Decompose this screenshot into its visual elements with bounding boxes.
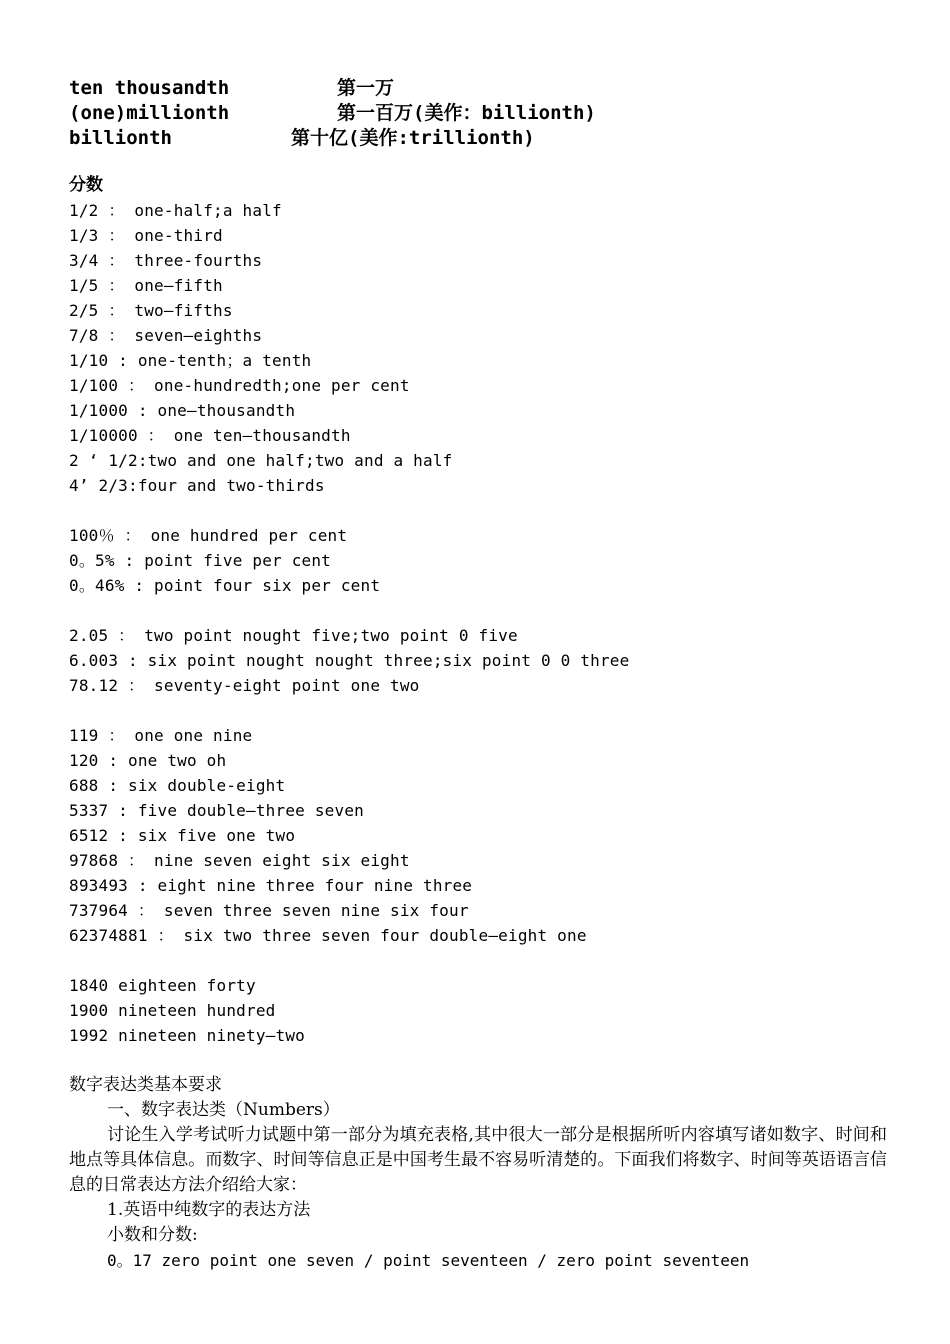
ordinal-english: (one)millionth [69, 102, 230, 124]
example-line: 1/2 ： one-half;a half [69, 201, 282, 220]
example-line: 4’ 2/3:four and two-thirds [69, 476, 325, 495]
example-line: 1/1000 : one—thousandth [69, 401, 296, 420]
group-spacer [69, 948, 899, 973]
group-spacer [69, 598, 899, 623]
example-line: 1/100 ： one-hundredth;one per cent [69, 376, 410, 395]
example-line: 6512 : six five one two [69, 826, 296, 845]
ordinal-row [69, 126, 899, 151]
ordinal-chinese: 第十亿(美作:trillionth) [291, 127, 535, 149]
example-line: 119 ： one one nine [69, 726, 253, 745]
ordinal-chinese: 第一百万(美作：billionth) [337, 102, 596, 124]
decimals-fractions-label: 小数和分数: [107, 1225, 198, 1245]
group-spacer [69, 698, 899, 723]
example-line: 737964 ： seven three seven nine six four [69, 901, 469, 920]
example-line: 62374881 ： six two three seven four double—eight one [69, 926, 587, 945]
ordinal-header-block [69, 76, 899, 151]
document-page [69, 76, 899, 1273]
example-line: 6.003 : six point nought nought three;six point 0 0 three [69, 651, 630, 670]
group-spacer [69, 498, 899, 523]
example-line: 100％ ： one hundred per cent [69, 526, 348, 545]
example-line: 1/10000 ： one ten—thousandth [69, 426, 351, 445]
requirements-heading: 数字表达类基本要求 [69, 1075, 222, 1095]
ordinal-english: billionth [69, 127, 172, 149]
example-line: 1900 nineteen hundred [69, 1001, 276, 1020]
example-line: 893493 : eight nine three four nine three [69, 876, 473, 895]
ordinal-row [69, 76, 899, 101]
group-spacer [69, 1048, 899, 1073]
example-line: 0。5% : point five per cent [69, 551, 332, 570]
example-line: 688 : six double-eight [69, 776, 286, 795]
example-line: 3/4 ： three-fourths [69, 251, 263, 270]
example-line: 97868 ： nine seven eight six eight [69, 851, 410, 870]
example-line: 1840 eighteen forty [69, 976, 256, 995]
example-line: 7/8 ： seven—eighths [69, 326, 263, 345]
example-line: 0。46% : point four six per cent [69, 576, 381, 595]
example-line: 2.05 ： two point nought five;two point 0 five [69, 626, 518, 645]
decimal-example: 0。17 zero point one seven / point seventeen / zero point seventeen [107, 1251, 750, 1270]
example-line: 5337 : five double—three seven [69, 801, 364, 820]
example-line: 2 ‘ 1/2:two and one half;two and a half [69, 451, 453, 470]
intro-paragraph: 讨论生入学考试听力试题中第一部分为填充表格,其中很大一部分是根据所听内容填写诸如数字、时间和地点等具体信息。而数字、时间等信息正是中国考生最不容易听清楚的。下面我们将数字、时间等英语语言信息的日常表达方法介绍给大家： [69, 1125, 887, 1195]
ordinal-row [69, 101, 899, 126]
example-line: 78.12 ： seventy-eight point one two [69, 676, 420, 695]
ordinal-chinese: 第一万 [337, 77, 395, 99]
fractions-heading: 分数 [69, 175, 103, 195]
requirements-section [69, 1073, 899, 1273]
ordinal-english: ten thousandth [69, 77, 230, 99]
example-line: 1992 nineteen ninety—two [69, 1026, 305, 1045]
numbers-subheading: 一、数字表达类（Numbers） [107, 1100, 340, 1120]
example-line: 1/10 : one-tenth；a tenth [69, 351, 312, 370]
example-line: 2/5 ： two—fifths [69, 301, 233, 320]
point-1-heading: 1.英语中纯数字的表达方法 [107, 1200, 311, 1220]
fraction-examples [69, 198, 899, 1073]
example-line: 120 : one two oh [69, 751, 227, 770]
example-line: 1/5 ： one—fifth [69, 276, 223, 295]
example-line: 1/3 ： one-third [69, 226, 223, 245]
